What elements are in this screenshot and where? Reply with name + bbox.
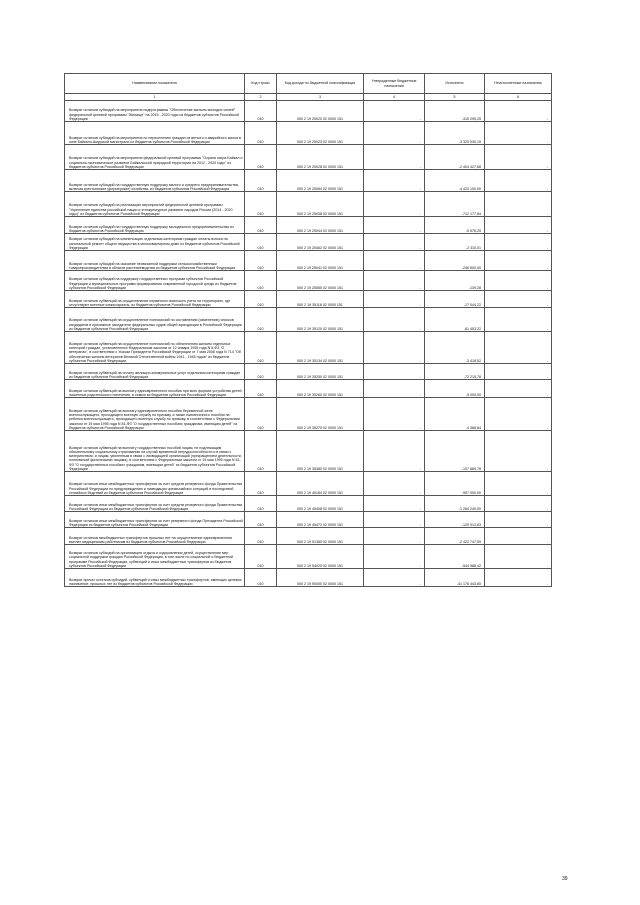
unexecuted-cell: -	[485, 472, 552, 496]
approved-cell: -	[364, 431, 425, 472]
header-approved: Утвержденные бюджетные назначения	[364, 74, 425, 94]
indicator-name-cell: Возврат остатков субсидий на организацию отдыха и оздоровления детей, осуществление мер социальной поддержки граждан Российской Федерации, в том числе по социальной и бюджетной программе Российской Федерации, субвенций и иных межбюджетных трансфертов из бюджетов субъектов Российской Федерации	[65, 545, 245, 569]
table-row	[65, 170, 552, 192]
executed-cell: -120 012,63	[425, 512, 485, 528]
table-row	[65, 217, 552, 234]
table-row	[65, 192, 552, 217]
approved-cell: -	[364, 528, 425, 545]
approved-cell: -	[364, 496, 425, 512]
column-index-cell: 4	[364, 94, 425, 101]
unexecuted-cell: -	[485, 398, 552, 431]
budget-code-cell: 000 2 19 25038 02 0000 151	[277, 192, 364, 217]
unexecuted-cell: -	[485, 545, 552, 569]
executed-cell: -5 000,00	[425, 380, 485, 398]
line-code-cell: 010	[245, 234, 277, 251]
budget-code-cell: 000 2 19 35270 02 0000 151	[277, 398, 364, 431]
approved-cell: -	[364, 101, 425, 122]
table-row	[65, 380, 552, 398]
approved-cell: -	[364, 145, 425, 170]
indicator-name-cell: Возврат остатков иных межбюджетных трансфертов за счет резервного фонда Президента Российской Федерации из бюджетов субъектов Российской Федерации	[65, 512, 245, 528]
indicator-name-cell: Возврат остатков субсидий на мероприятия по переселению граждан из ветхого и аварийного жилья в зоне Байкало-Амурской магистрали из бюджетов субъектов Российской Федерации	[65, 122, 245, 145]
table-row	[65, 101, 552, 122]
unexecuted-cell: -	[485, 569, 552, 587]
table-row	[65, 512, 552, 528]
indicator-name-cell: Возврат остатков субвенций на выплату государственных пособий лицам, не подлежащим обязательному социальному страхованию на случай временной нетрудоспособности и в связи с материнством, и лицам, уволенным в связи с ликвидацией организаций (прекращением деятельности, полномочий физическими лицами), в соответствии с Федеральным законом от 19 мая 1995 года N 81-ФЗ "О государственных пособиях гражданам, имеющим детей" из бюджетов субъектов Российской Федерации	[65, 431, 245, 472]
column-index-cell: 1	[65, 94, 245, 101]
approved-cell: -	[364, 170, 425, 192]
approved-cell: -	[364, 380, 425, 398]
indicator-name-cell: Возврат остатков иных межбюджетных трансфертов за счет средств резервного фонда Правительства Российской Федерации из бюджетов субъектов Российской Федерации	[65, 496, 245, 512]
approved-cell: -	[364, 291, 425, 308]
table-row	[65, 398, 552, 431]
budget-code-cell: 000 2 19 35120 02 0000 151	[277, 308, 364, 332]
executed-cell: -544 988,42	[425, 545, 485, 569]
unexecuted-cell: -	[485, 217, 552, 234]
unexecuted-cell: -	[485, 170, 552, 192]
executed-cell: -4 368,84	[425, 398, 485, 431]
line-code-cell: 010	[245, 122, 277, 145]
executed-cell: -17 044,22	[425, 291, 485, 308]
column-index-row	[65, 94, 552, 101]
budget-code-cell: 000 2 19 25462 02 0000 151	[277, 234, 364, 251]
indicator-name-cell: Возврат остатков субсидий на государственную поддержку малого и среднего предпринимательства, включая крестьянские (фермерские) хозяйства, из бюджетов субъектов Российской Федерации	[65, 170, 245, 192]
executed-cell: -315 295,25	[425, 101, 485, 122]
table-row	[65, 545, 552, 569]
executed-cell: -72 215,78	[425, 364, 485, 380]
executed-cell: -3 418,52	[425, 332, 485, 364]
unexecuted-cell: -	[485, 122, 552, 145]
approved-cell: -	[364, 192, 425, 217]
table-row	[65, 569, 552, 587]
unexecuted-cell: -	[485, 332, 552, 364]
table-row	[65, 308, 552, 332]
unexecuted-cell: -	[485, 431, 552, 472]
executed-cell: -139,28	[425, 271, 485, 291]
budget-code-cell: 000 2 19 90000 02 0000 151	[277, 569, 364, 587]
executed-cell: -41 176 443,60	[425, 569, 485, 587]
indicator-name-cell: Возврат прочих остатков субсидий, субвенций и иных межбюджетных трансфертов, имеющих целевое назначение, прошлых лет из бюджетов субъектов Российской Федерации	[65, 569, 245, 587]
line-code-cell: 010	[245, 398, 277, 431]
line-code-cell: 010	[245, 192, 277, 217]
column-index-cell: 5	[425, 94, 485, 101]
unexecuted-cell: -	[485, 291, 552, 308]
budget-code-cell: 000 2 19 25044 02 0000 151	[277, 217, 364, 234]
header-line-code: Код строки	[245, 74, 277, 94]
budget-code-cell: 000 2 19 51360 02 0000 151	[277, 528, 364, 545]
budget-code-cell: 000 2 19 35118 02 0000 151	[277, 291, 364, 308]
line-code-cell: 010	[245, 170, 277, 192]
line-code-cell: 010	[245, 145, 277, 170]
table-row	[65, 251, 552, 271]
line-code-cell: 010	[245, 271, 277, 291]
line-code-cell: 010	[245, 380, 277, 398]
unexecuted-cell: -	[485, 512, 552, 528]
line-code-cell: 010	[245, 332, 277, 364]
budget-code-cell: 000 2 19 45472 02 0000 151	[277, 512, 364, 528]
table-row	[65, 431, 552, 472]
executed-cell: -1 284 240,00	[425, 496, 485, 512]
header-indicator-name: Наименование показателя	[65, 74, 245, 94]
indicator-name-cell: Возврат остатков иных межбюджетных трансфертов за счет средств резервного фонда Правительства Российской Федерации по предупреждению и ликвидации чрезвычайных ситуаций и последствий стихийных бедствий из бюджетов субъектов Российской Федерации	[65, 472, 245, 496]
approved-cell: -	[364, 569, 425, 587]
approved-cell: -	[364, 364, 425, 380]
column-index-cell: 3	[277, 94, 364, 101]
indicator-name-cell: Возврат остатков межбюджетных трансфертов прошлых лет на осуществление единовременных выплат медицинским работникам из бюджетов субъектов Российской Федерации	[65, 528, 245, 545]
column-index-cell: 6	[485, 94, 552, 101]
indicator-name-cell: Возврат остатков субвенций на выплату единовременного пособия беременной жене военнослужащего, проходящего военную службу по призыву, а также ежемесячного пособия на ребенка военнослужащего, проходящего военную службу по призыву, в соответствии с Федеральным законом от 19 мая 1995 года N 81-ФЗ "О государственных пособиях гражданам, имеющим детей" из бюджетов субъектов Российской Федерации	[65, 398, 245, 431]
table-row	[65, 496, 552, 512]
executed-cell: -2 310,01	[425, 234, 485, 251]
approved-cell: -	[364, 512, 425, 528]
budget-code-cell: 000 2 19 45408 02 0000 151	[277, 496, 364, 512]
table-row	[65, 364, 552, 380]
approved-cell: -	[364, 122, 425, 145]
budget-code-cell: 000 2 19 35380 02 0000 151	[277, 431, 364, 472]
column-index-cell: 2	[245, 94, 277, 101]
approved-cell: -	[364, 545, 425, 569]
approved-cell: -	[364, 251, 425, 271]
table-row	[65, 145, 552, 170]
indicator-name-cell: Возврат остатков субсидий на оказание несвязанной поддержки сельскохозяйственным товаропроизводителям в области растениеводства из бюджетов субъектов Российской Федерации	[65, 251, 245, 271]
budget-code-cell: 000 2 19 25023 02 0000 151	[277, 122, 364, 145]
line-code-cell: 010	[245, 364, 277, 380]
table-row	[65, 271, 552, 291]
indicator-name-cell: Возврат остатков субсидий на реализацию мероприятий федеральной целевой программы "Укрепление единства российской нации и этнокультурное развитие народов России (2014 - 2020 годы)" из бюджетов субъектов Российской Федерации	[65, 192, 245, 217]
budget-code-cell: 000 2 19 25555 02 0000 151	[277, 271, 364, 291]
line-code-cell: 010	[245, 569, 277, 587]
indicator-name-cell: Возврат остатков субсидий на мероприятия федеральной целевой программы "Охрана озера Байкал и социально-экономическое развитие Байкальской природной территории на 2012 - 2020 годы" из бюджетов субъектов Российской Федерации	[65, 145, 245, 170]
executed-cell: -107 689,78	[425, 431, 485, 472]
executed-cell: -5 576,25	[425, 217, 485, 234]
budget-code-cell: 000 2 19 45164 02 0000 151	[277, 472, 364, 496]
indicator-name-cell: Возврат остатков субсидий на мероприятия подпрограммы "Обеспечение жильем молодых семей" федеральной целевой программы "Жилище" на 2015 - 2020 годы из бюджетов субъектов Российской Федерации	[65, 101, 245, 122]
line-code-cell: 010	[245, 512, 277, 528]
indicator-name-cell: Возврат остатков субвенций на осуществление полномочий по обеспечению жильем отдельных категорий граждан, установленных Федеральным законом от 12 января 1995 года N 5-ФЗ "О ветеранах", в соответствии с Указом Президента Российской Федерации от 7 мая 2008 года N 714 "Об обеспечении жильем ветеранов Великой Отечественной войны 1941 - 1945 годов" из бюджетов субъектов Российской Федерации	[65, 332, 245, 364]
unexecuted-cell: -	[485, 251, 552, 271]
line-code-cell: 010	[245, 251, 277, 271]
unexecuted-cell: -	[485, 234, 552, 251]
indicator-name-cell: Возврат остатков субвенций на осуществление первичного воинского учета на территориях, где отсутствуют военные комиссариаты, из бюджетов субъектов Российской Федерации	[65, 291, 245, 308]
executed-cell: -2 404 427,68	[425, 145, 485, 170]
indicator-name-cell: Возврат остатков субсидий на государственную поддержку молодежного предпринимательства из бюджетов субъектов Российской Федерации	[65, 217, 245, 234]
line-code-cell: 010	[245, 308, 277, 332]
budget-code-cell: 000 2 19 54020 02 0000 151	[277, 545, 364, 569]
executed-cell: -712 177,84	[425, 192, 485, 217]
header-budget-code: Код дохода по бюджетной классификации	[277, 74, 364, 94]
executed-cell: -4 423 100,00	[425, 170, 485, 192]
table-body	[65, 101, 552, 587]
line-code-cell: 010	[245, 217, 277, 234]
indicator-name-cell: Возврат остатков субсидий на поддержку государственных программ субъектов Российской Федерации и муниципальных программ формирования современной городской среды из бюджетов субъектов Российской Федерации	[65, 271, 245, 291]
table-row	[65, 472, 552, 496]
line-code-cell: 010	[245, 496, 277, 512]
budget-code-cell: 000 2 19 25028 02 0000 151	[277, 145, 364, 170]
unexecuted-cell: -	[485, 380, 552, 398]
budget-code-cell: 000 2 19 25064 02 0000 151	[277, 170, 364, 192]
unexecuted-cell: -	[485, 271, 552, 291]
table-row	[65, 291, 552, 308]
indicator-name-cell: Возврат остатков субвенций на выплату единовременного пособия при всех формах устройства детей, лишенных родительского попечения, в семью из бюджетов субъектов Российской Федерации	[65, 380, 245, 398]
table-row	[65, 332, 552, 364]
budget-code-cell: 000 2 19 35260 02 0000 151	[277, 380, 364, 398]
approved-cell: -	[364, 472, 425, 496]
page-number: 39	[562, 876, 568, 882]
unexecuted-cell: -	[485, 364, 552, 380]
approved-cell: -	[364, 398, 425, 431]
approved-cell: -	[364, 308, 425, 332]
executed-cell: -3 320 030,15	[425, 122, 485, 145]
unexecuted-cell: -	[485, 308, 552, 332]
executed-cell: -246 600,00	[425, 251, 485, 271]
approved-cell: -	[364, 217, 425, 234]
header-executed: Исполнено	[425, 74, 485, 94]
executed-cell: -81 453,22	[425, 308, 485, 332]
line-code-cell: 010	[245, 545, 277, 569]
table-header-row	[65, 74, 552, 94]
line-code-cell: 010	[245, 291, 277, 308]
unexecuted-cell: -	[485, 192, 552, 217]
indicator-name-cell: Возврат остатков субвенций на осуществление полномочий по составлению (изменению) списков кандидатов в присяжные заседатели федеральных судов общей юрисдикции в Российской Федерации из бюджетов субъектов Российской Федерации	[65, 308, 245, 332]
unexecuted-cell: -	[485, 496, 552, 512]
executed-cell: -957 000,00	[425, 472, 485, 496]
indicator-name-cell: Возврат остатков субвенций на оплату жилищно-коммунальных услуг отдельным категориям граждан из бюджетов субъектов Российской Федерации	[65, 364, 245, 380]
line-code-cell: 010	[245, 101, 277, 122]
budget-code-cell: 000 2 19 25041 02 0000 151	[277, 251, 364, 271]
table-row	[65, 122, 552, 145]
unexecuted-cell: -	[485, 101, 552, 122]
budget-code-cell: 000 2 19 35250 02 0000 151	[277, 364, 364, 380]
approved-cell: -	[364, 234, 425, 251]
approved-cell: -	[364, 332, 425, 364]
budget-code-cell: 000 2 19 35134 02 0000 151	[277, 332, 364, 364]
executed-cell: -2 422 747,59	[425, 528, 485, 545]
table-row	[65, 234, 552, 251]
unexecuted-cell: -	[485, 145, 552, 170]
budget-code-cell: 000 2 19 25020 02 0000 151	[277, 101, 364, 122]
header-unexecuted: Неисполненные назначения	[485, 74, 552, 94]
unexecuted-cell: -	[485, 528, 552, 545]
indicator-name-cell: Возврат остатков субсидий на компенсацию отдельным категориям граждан оплаты взноса на капитальный ремонт общего имущества в многоквартирном доме из бюджетов субъектов Российской Федерации	[65, 234, 245, 251]
budget-execution-table	[64, 73, 552, 587]
approved-cell: -	[364, 271, 425, 291]
line-code-cell: 010	[245, 431, 277, 472]
line-code-cell: 010	[245, 528, 277, 545]
line-code-cell: 010	[245, 472, 277, 496]
table-row	[65, 528, 552, 545]
